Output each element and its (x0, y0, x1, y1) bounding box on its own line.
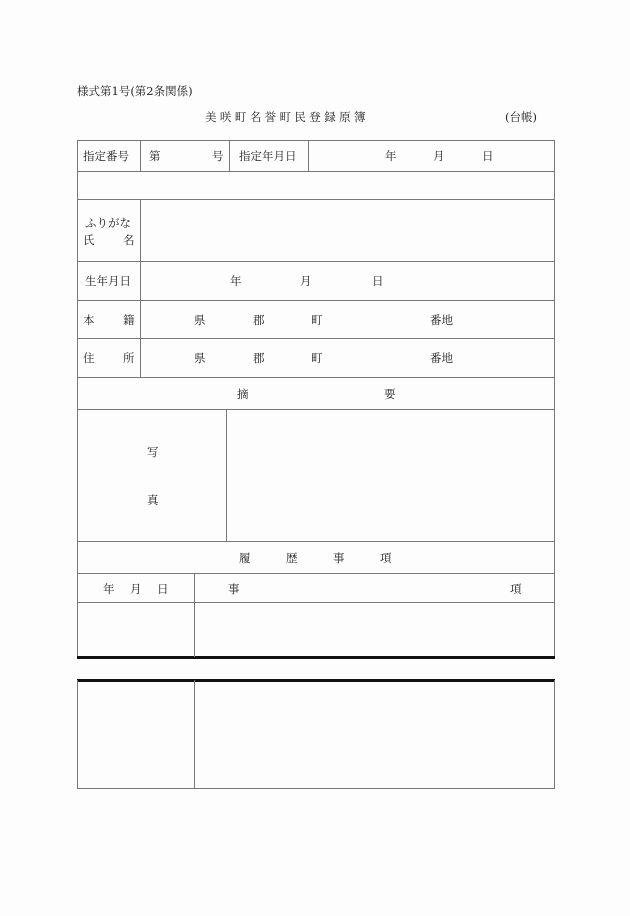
history-date-field[interactable] (79, 604, 193, 655)
birth-day: 日 (372, 274, 384, 288)
history-header-2: 歴 (286, 551, 298, 565)
honseki-town: 町 (311, 313, 323, 327)
address-prefecture: 県 (194, 351, 206, 365)
honseki-county: 郡 (253, 313, 265, 327)
birth-date-field[interactable] (142, 263, 553, 299)
summary-header-2: 要 (384, 387, 396, 401)
history-item-field[interactable] (196, 604, 553, 655)
address-label-1: 住 (83, 351, 95, 365)
designation-date-field[interactable] (310, 143, 552, 169)
history-header-3: 事 (333, 551, 345, 565)
history-header-4: 項 (380, 551, 392, 565)
honseki-label-1: 本 (83, 313, 95, 327)
history-col-item-2: 項 (510, 582, 522, 596)
history-col-item-1: 事 (228, 582, 240, 596)
designation-date-month: 月 (433, 149, 445, 163)
number-suffix: 号 (212, 149, 224, 163)
birth-month: 月 (300, 274, 312, 288)
continuation-item-field[interactable] (196, 683, 553, 787)
title-note: (台帳) (505, 110, 537, 124)
name-field[interactable] (142, 201, 553, 260)
form-number: 様式第1号(第2条関係) (77, 84, 193, 98)
photo-label-1: 写 (147, 445, 159, 459)
address-label-2: 所 (123, 351, 135, 365)
name-label-2: 名 (123, 233, 135, 247)
furigana-label: ふりがな (85, 216, 131, 230)
designation-date-year: 年 (385, 149, 397, 163)
history-col-month: 月 (130, 582, 142, 596)
number-prefix: 第 (149, 149, 161, 163)
designation-number-field[interactable] (162, 143, 210, 169)
blank-row-field[interactable] (79, 173, 553, 198)
summary-header-1: 摘 (237, 387, 249, 401)
birth-year: 年 (230, 274, 242, 288)
address-lot: 番地 (430, 351, 453, 365)
honseki-lot: 番地 (430, 313, 453, 327)
birth-date-label: 生年月日 (85, 274, 131, 288)
honseki-label-2: 籍 (123, 313, 135, 327)
history-col-year: 年 (103, 582, 115, 596)
history-col-day: 日 (157, 582, 169, 596)
address-town: 町 (311, 351, 323, 365)
honseki-prefecture: 県 (194, 313, 206, 327)
designation-date-day: 日 (482, 149, 494, 163)
address-county: 郡 (253, 351, 265, 365)
document-title: 美咲町名誉町民登録原簿 (205, 110, 369, 124)
photo-label-2: 真 (147, 493, 159, 507)
summary-field[interactable] (228, 411, 553, 540)
name-label-1: 氏 (83, 233, 95, 247)
designation-date-label: 指定年月日 (239, 149, 297, 163)
history-header-1: 履 (239, 551, 251, 565)
photo-area[interactable] (79, 411, 225, 540)
designation-number-label: 指定番号 (83, 149, 129, 163)
continuation-date-field[interactable] (79, 683, 193, 787)
